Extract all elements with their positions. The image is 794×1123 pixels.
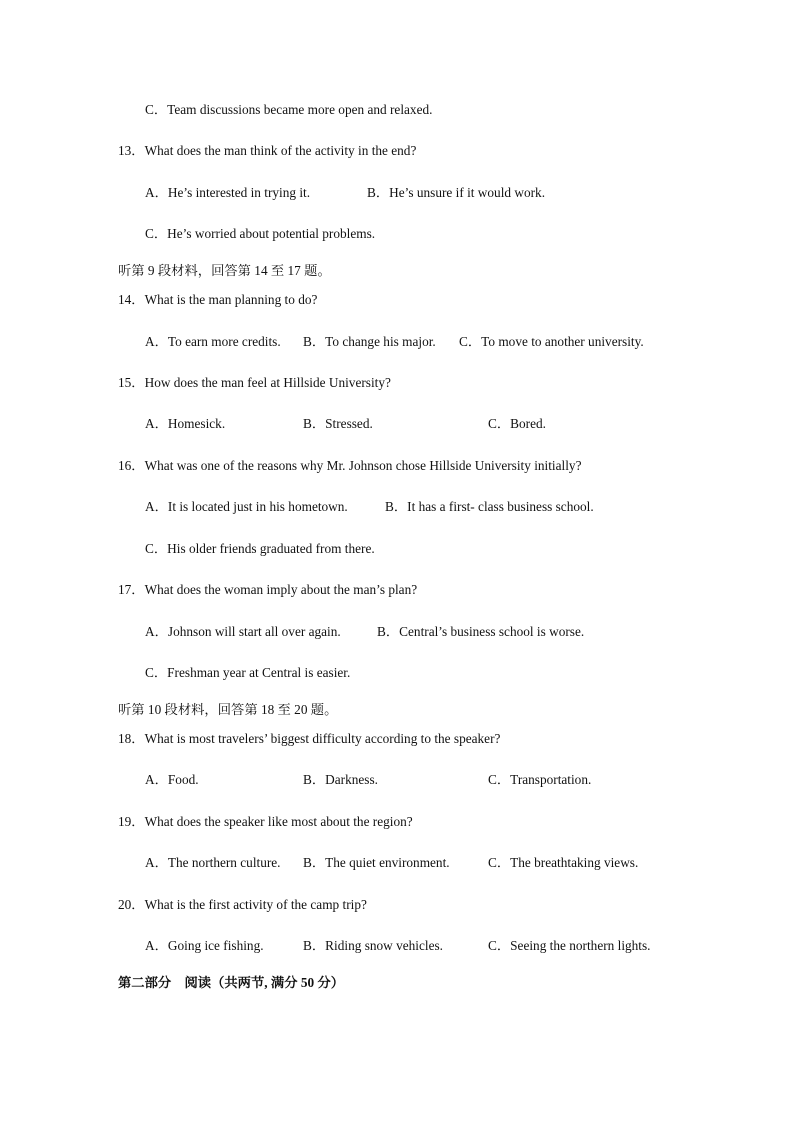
question-17: 17．What does the woman imply about the man’s plan? — [118, 582, 418, 597]
option-a: A．Going ice fishing. — [145, 938, 264, 953]
option-c: C．His older friends graduated from there. — [145, 541, 375, 556]
question-18: 18．What is most travelers’ biggest difficulty according to the speaker? — [118, 731, 501, 746]
part-two-heading: 第二部分 阅读（共两节, 满分 50 分） — [118, 975, 345, 990]
question-19: 19．What does the speaker like most about the region? — [118, 814, 413, 829]
option-a: A．It is located just in his hometown. — [145, 499, 348, 514]
option-row — [145, 622, 745, 642]
option-c: C．Bored. — [488, 416, 546, 431]
question-15: 15．How does the man feel at Hillside University? — [118, 375, 391, 390]
option-b: B．It has a first- class business school. — [385, 499, 594, 514]
option-row — [145, 663, 745, 683]
option-c: C．Transportation. — [488, 772, 592, 787]
option-c: C．To move to another university. — [459, 334, 644, 349]
section-instruction: 听第 10 段材料，回答第 18 至 20 题。 — [118, 702, 338, 717]
option-b: B．He’s unsure if it would work. — [367, 185, 546, 200]
option-c: C．The breathtaking views. — [488, 855, 639, 870]
question-20: 20．What is the first activity of the camp trip? — [118, 897, 367, 912]
option-a: A．He’s interested in trying it. — [145, 185, 311, 200]
option-c: C．Team discussions became more open and relaxed. — [145, 102, 433, 117]
option-row — [145, 414, 745, 434]
option-b: B．To change his major. — [303, 334, 436, 349]
question-16: 16．What was one of the reasons why Mr. Johnson chose Hillside University initially? — [118, 458, 582, 473]
option-a: A．Homesick. — [145, 416, 226, 431]
option-b: B．Stressed. — [303, 416, 373, 431]
option-a: A．Johnson will start all over again. — [145, 624, 341, 639]
question-14: 14．What is the man planning to do? — [118, 292, 318, 307]
question-13: 13．What does the man think of the activity in the end? — [118, 143, 417, 158]
option-row — [145, 332, 745, 352]
option-b: B．Darkness. — [303, 772, 378, 787]
option-c: C．Freshman year at Central is easier. — [145, 665, 351, 680]
option-a: A．Food. — [145, 772, 199, 787]
option-row — [145, 183, 745, 203]
option-b: B．The quiet environment. — [303, 855, 450, 870]
section-instruction: 听第 9 段材料，回答第 14 至 17 题。 — [118, 263, 331, 278]
option-b: B．Riding snow vehicles. — [303, 938, 443, 953]
option-row — [145, 100, 745, 120]
option-row — [145, 539, 745, 559]
option-row — [145, 853, 745, 873]
option-row — [145, 770, 745, 790]
option-a: A．To earn more credits. — [145, 334, 281, 349]
option-row — [145, 936, 745, 956]
option-row — [145, 497, 745, 517]
option-b: B．Central’s business school is worse. — [377, 624, 585, 639]
option-a: A．The northern culture. — [145, 855, 281, 870]
option-row — [145, 224, 745, 244]
option-c: C．Seeing the northern lights. — [488, 938, 651, 953]
option-c: C．He’s worried about potential problems. — [145, 226, 376, 241]
